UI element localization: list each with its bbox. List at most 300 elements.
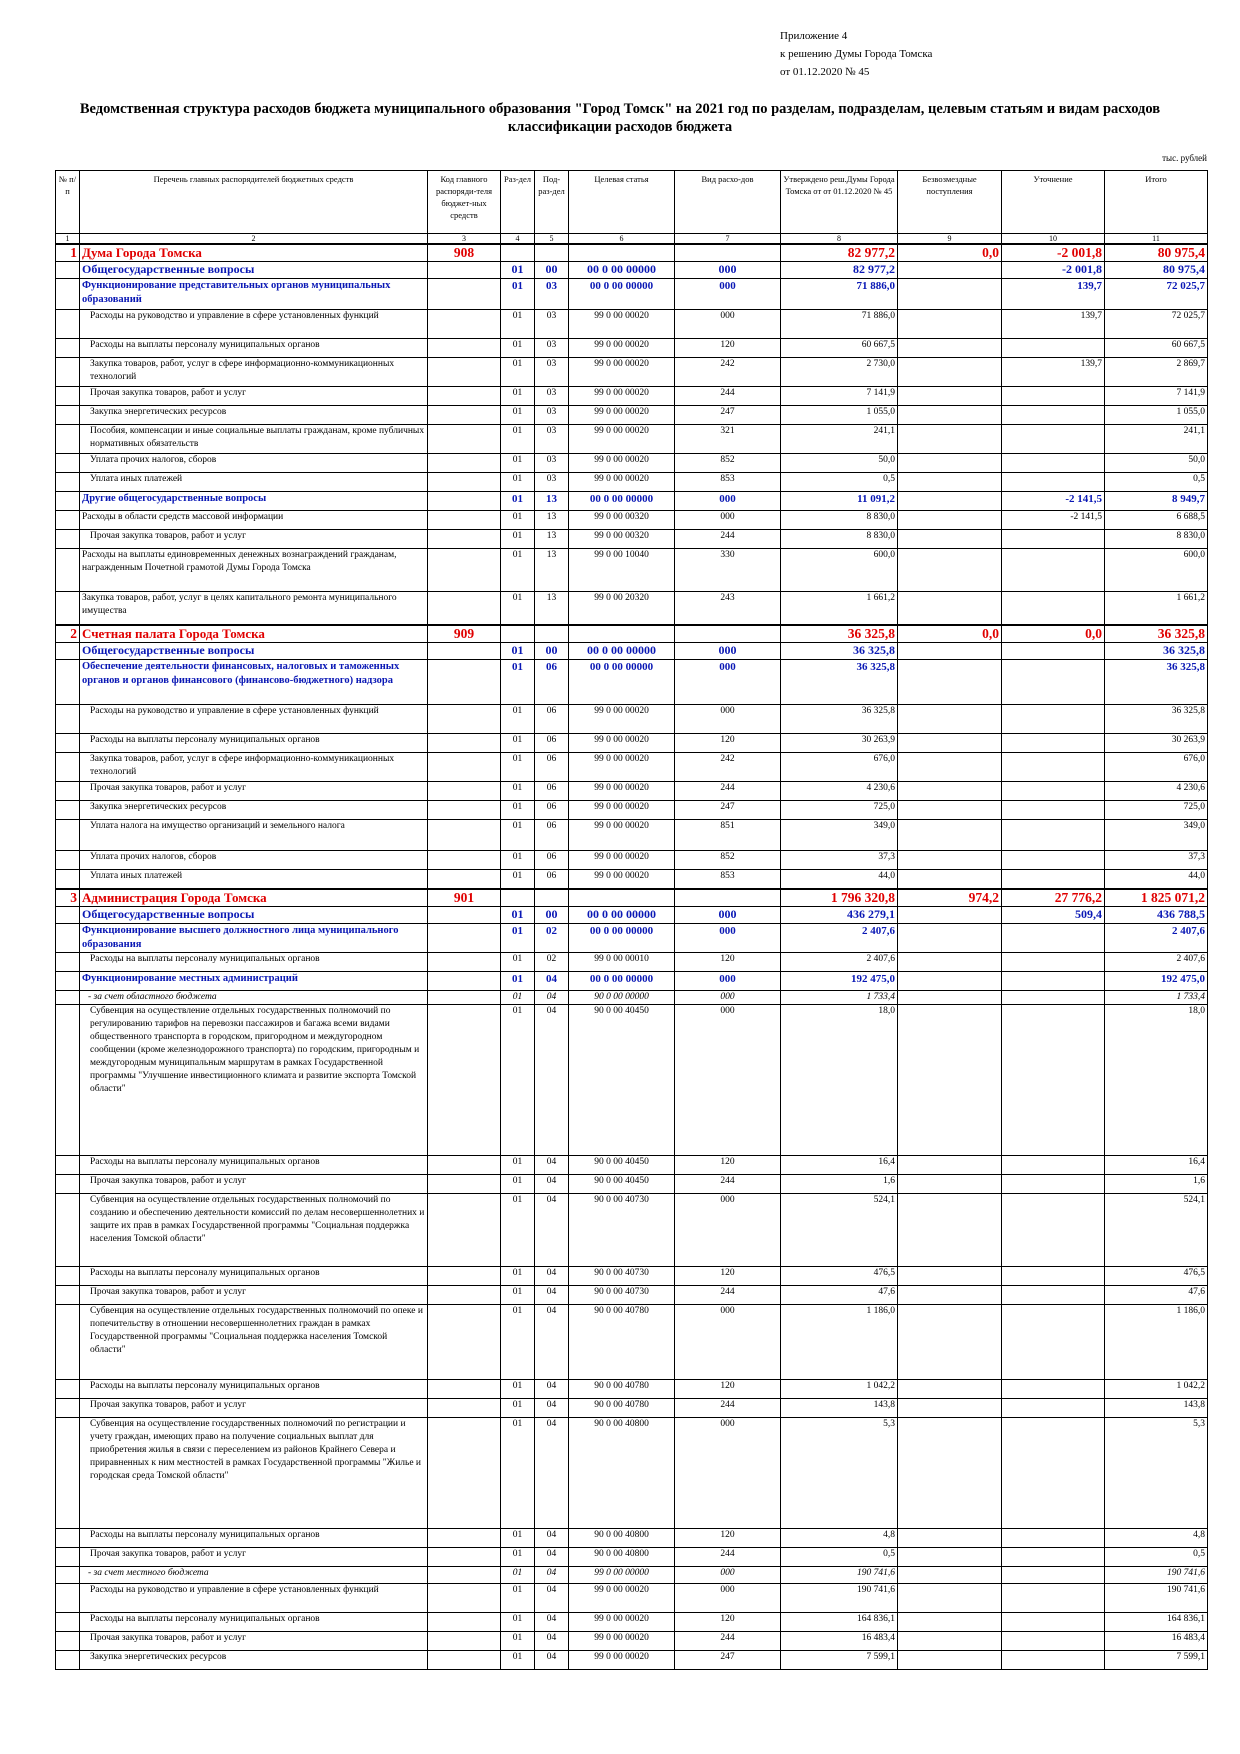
row-subsection: 03 <box>535 406 569 425</box>
row-approved: 241,1 <box>781 425 898 454</box>
table-row <box>56 972 1208 991</box>
row-section: 01 <box>501 1194 535 1267</box>
table-row <box>56 1156 1208 1175</box>
row-code <box>428 406 501 425</box>
row-grants: 0,0 <box>898 625 1002 643</box>
row-target-article: 99 0 00 00020 <box>569 473 675 492</box>
row-approved: 37,3 <box>781 851 898 870</box>
table-row <box>56 705 1208 734</box>
row-approved: 71 886,0 <box>781 310 898 339</box>
row-target-article <box>569 244 675 262</box>
row-adjustment <box>1002 1651 1105 1670</box>
row-approved: 476,5 <box>781 1267 898 1286</box>
row-code <box>428 387 501 406</box>
row-adjustment <box>1002 1175 1105 1194</box>
row-adjustment <box>1002 592 1105 626</box>
table-row <box>56 1567 1208 1584</box>
row-total: 2 407,6 <box>1105 953 1208 972</box>
row-name: Уплата прочих налогов, сборов <box>80 851 428 870</box>
row-target-article: 90 0 00 40450 <box>569 1175 675 1194</box>
row-number: 2 <box>56 625 80 643</box>
row-section: 01 <box>501 279 535 310</box>
row-total: 725,0 <box>1105 801 1208 820</box>
row-target-article: 99 0 00 00020 <box>569 310 675 339</box>
row-section: 01 <box>501 907 535 924</box>
row-adjustment <box>1002 1005 1105 1156</box>
row-subsection: 06 <box>535 660 569 705</box>
row-name: Закупка энергетических ресурсов <box>80 801 428 820</box>
row-approved: 7 599,1 <box>781 1651 898 1670</box>
row-total: 50,0 <box>1105 454 1208 473</box>
row-adjustment: 139,7 <box>1002 279 1105 310</box>
row-total: 8 830,0 <box>1105 530 1208 549</box>
row-name: Расходы на выплаты персоналу муниципальных органов <box>80 1529 428 1548</box>
row-adjustment: -2 141,5 <box>1002 511 1105 530</box>
row-expense-type: 853 <box>675 473 781 492</box>
row-section: 01 <box>501 530 535 549</box>
row-total: 164 836,1 <box>1105 1613 1208 1632</box>
row-number <box>56 801 80 820</box>
row-adjustment <box>1002 1613 1105 1632</box>
table-row <box>56 1175 1208 1194</box>
row-section: 01 <box>501 454 535 473</box>
row-name: Субвенция на осуществление отдельных государственных полномочий по созданию и обеспечению деятельности комиссий по делам несовершеннолетних и защите их прав в рамках Государственной программы "Социальная поддержка населения Томской области" <box>80 1194 428 1267</box>
row-approved: 2 407,6 <box>781 953 898 972</box>
row-adjustment <box>1002 1567 1105 1584</box>
row-code <box>428 511 501 530</box>
row-subsection: 02 <box>535 953 569 972</box>
row-target-article: 90 0 00 40780 <box>569 1399 675 1418</box>
row-total: 1,6 <box>1105 1175 1208 1194</box>
row-section: 01 <box>501 734 535 753</box>
row-expense-type <box>675 625 781 643</box>
row-subsection: 03 <box>535 279 569 310</box>
row-target-article: 99 0 00 00320 <box>569 511 675 530</box>
row-grants <box>898 705 1002 734</box>
row-section: 01 <box>501 753 535 782</box>
row-total: 6 688,5 <box>1105 511 1208 530</box>
table-row <box>56 1584 1208 1613</box>
row-code <box>428 425 501 454</box>
row-total: 600,0 <box>1105 549 1208 592</box>
row-section: 01 <box>501 358 535 387</box>
row-target-article: 99 0 00 00020 <box>569 870 675 890</box>
row-name: Расходы на выплаты персоналу муниципальных органов <box>80 734 428 753</box>
row-adjustment <box>1002 660 1105 705</box>
row-target-article: 90 0 00 40450 <box>569 1156 675 1175</box>
row-expense-type: 000 <box>675 660 781 705</box>
row-expense-type: 000 <box>675 1567 781 1584</box>
row-section: 01 <box>501 1380 535 1399</box>
table-row <box>56 625 1208 643</box>
row-expense-type: 242 <box>675 358 781 387</box>
row-section: 01 <box>501 1632 535 1651</box>
row-name: Прочая закупка товаров, работ и услуг <box>80 387 428 406</box>
row-name: Другие общегосударственные вопросы <box>80 492 428 511</box>
row-name: Субвенция на осуществление отдельных государственных полномочий по регулированию тарифов на перевозки пассажиров и багажа всеми видами общественного транспорта в городском, пригородном и междугородном сообщении (кроме железнодорожного транспорта) по городским, пригородным и междугородным муниципальным маршрутам в рамках Государственной программы "Улучшение инвестиционного климата и развитие экспорта Томской области" <box>80 1005 428 1156</box>
col-number: 4 <box>501 234 535 245</box>
row-section <box>501 244 535 262</box>
row-adjustment <box>1002 924 1105 953</box>
row-grants <box>898 549 1002 592</box>
row-expense-type: 852 <box>675 851 781 870</box>
row-adjustment <box>1002 991 1105 1005</box>
row-section: 01 <box>501 1418 535 1529</box>
table-row <box>56 924 1208 953</box>
row-total: 192 475,0 <box>1105 972 1208 991</box>
row-adjustment <box>1002 1399 1105 1418</box>
row-adjustment <box>1002 473 1105 492</box>
row-subsection: 04 <box>535 1418 569 1529</box>
row-number <box>56 387 80 406</box>
table-row <box>56 1613 1208 1632</box>
row-approved: 1 661,2 <box>781 592 898 626</box>
row-expense-type: 243 <box>675 592 781 626</box>
row-section: 01 <box>501 801 535 820</box>
table-row <box>56 1651 1208 1670</box>
row-grants <box>898 1567 1002 1584</box>
row-adjustment: 27 776,2 <box>1002 889 1105 907</box>
row-subsection: 04 <box>535 1305 569 1380</box>
row-code <box>428 1194 501 1267</box>
row-code <box>428 734 501 753</box>
row-adjustment <box>1002 851 1105 870</box>
row-grants <box>898 1399 1002 1418</box>
col-header-target: Целевая статья <box>569 171 675 234</box>
row-expense-type: 120 <box>675 953 781 972</box>
row-subsection: 03 <box>535 454 569 473</box>
table-row <box>56 244 1208 262</box>
table-row <box>56 279 1208 310</box>
row-approved: 82 977,2 <box>781 262 898 279</box>
row-target-article: 90 0 00 40780 <box>569 1380 675 1399</box>
row-grants <box>898 660 1002 705</box>
row-subsection: 00 <box>535 262 569 279</box>
row-number <box>56 1632 80 1651</box>
row-approved: 436 279,1 <box>781 907 898 924</box>
row-adjustment <box>1002 820 1105 851</box>
units-label: тыс. рублей <box>1162 153 1207 163</box>
row-approved: 36 325,8 <box>781 660 898 705</box>
row-number <box>56 1651 80 1670</box>
row-subsection: 06 <box>535 870 569 890</box>
row-target-article: 90 0 00 40800 <box>569 1548 675 1567</box>
row-total: 36 325,8 <box>1105 643 1208 660</box>
row-name: Расходы на руководство и управление в сфере установленных функций <box>80 310 428 339</box>
row-subsection: 06 <box>535 851 569 870</box>
row-subsection: 03 <box>535 310 569 339</box>
row-subsection: 04 <box>535 1380 569 1399</box>
row-expense-type: 851 <box>675 820 781 851</box>
row-target-article: 90 0 00 40730 <box>569 1194 675 1267</box>
row-adjustment: -2 001,8 <box>1002 262 1105 279</box>
row-section: 01 <box>501 511 535 530</box>
row-total: 1 055,0 <box>1105 406 1208 425</box>
row-number <box>56 310 80 339</box>
row-total: 349,0 <box>1105 820 1208 851</box>
row-number <box>56 592 80 626</box>
row-target-article: 00 0 00 00000 <box>569 972 675 991</box>
row-expense-type <box>675 889 781 907</box>
row-grants <box>898 1651 1002 1670</box>
col-number: 8 <box>781 234 898 245</box>
table-row <box>56 406 1208 425</box>
row-expense-type: 000 <box>675 1418 781 1529</box>
row-name: Расходы в области средств массовой информации <box>80 511 428 530</box>
row-expense-type: 000 <box>675 1194 781 1267</box>
row-expense-type: 120 <box>675 1267 781 1286</box>
row-number <box>56 1194 80 1267</box>
row-name: Общегосударственные вопросы <box>80 262 428 279</box>
row-code <box>428 753 501 782</box>
row-approved: 82 977,2 <box>781 244 898 262</box>
row-grants <box>898 734 1002 753</box>
row-adjustment <box>1002 782 1105 801</box>
row-section: 01 <box>501 870 535 890</box>
row-target-article: 99 0 00 20320 <box>569 592 675 626</box>
row-number <box>56 705 80 734</box>
row-subsection: 04 <box>535 1399 569 1418</box>
table-row <box>56 953 1208 972</box>
row-target-article: 99 0 00 00020 <box>569 1651 675 1670</box>
row-adjustment <box>1002 1286 1105 1305</box>
row-section: 01 <box>501 549 535 592</box>
row-expense-type: 120 <box>675 1380 781 1399</box>
row-expense-type: 244 <box>675 387 781 406</box>
row-grants <box>898 358 1002 387</box>
row-number <box>56 1175 80 1194</box>
row-code <box>428 1156 501 1175</box>
table-header-row <box>56 171 1208 234</box>
row-grants <box>898 492 1002 511</box>
row-code <box>428 549 501 592</box>
row-code <box>428 1267 501 1286</box>
row-total: 36 325,8 <box>1105 625 1208 643</box>
col-header-num: № п/п <box>56 171 80 234</box>
row-code <box>428 279 501 310</box>
col-number: 6 <box>569 234 675 245</box>
row-section: 01 <box>501 262 535 279</box>
row-expense-type: 120 <box>675 1529 781 1548</box>
row-total: 36 325,8 <box>1105 660 1208 705</box>
row-grants: 0,0 <box>898 244 1002 262</box>
row-target-article: 99 0 00 00020 <box>569 406 675 425</box>
row-grants <box>898 530 1002 549</box>
row-code <box>428 660 501 705</box>
row-total: 143,8 <box>1105 1399 1208 1418</box>
row-expense-type: 244 <box>675 1632 781 1651</box>
row-grants <box>898 1005 1002 1156</box>
row-expense-type: 853 <box>675 870 781 890</box>
row-name: Расходы на выплаты персоналу муниципальных органов <box>80 1156 428 1175</box>
row-section: 01 <box>501 1005 535 1156</box>
row-expense-type: 000 <box>675 972 781 991</box>
table-row <box>56 801 1208 820</box>
row-code <box>428 454 501 473</box>
row-name: Уплата иных платежей <box>80 473 428 492</box>
row-grants <box>898 1529 1002 1548</box>
row-grants <box>898 1380 1002 1399</box>
row-name: Уплата иных платежей <box>80 870 428 890</box>
row-total: 80 975,4 <box>1105 262 1208 279</box>
row-expense-type: 244 <box>675 1175 781 1194</box>
row-name: Функционирование высшего должностного лица муниципального образования <box>80 924 428 953</box>
row-name: Закупка товаров, работ, услуг в сфере информационно-коммуникационных технологий <box>80 753 428 782</box>
document-title: Ведомственная структура расходов бюджета муниципального образования "Город Томск" на 2021 год по разделам, подразделам, целевым статьям и видам расходов классификации расходов бюджета <box>79 101 1161 135</box>
row-name: Администрация Города Томска <box>80 889 428 907</box>
row-subsection: 04 <box>535 1175 569 1194</box>
row-code <box>428 1305 501 1380</box>
row-target-article: 90 0 00 40780 <box>569 1305 675 1380</box>
row-total: 1 661,2 <box>1105 592 1208 626</box>
row-code <box>428 1613 501 1632</box>
table-row <box>56 991 1208 1005</box>
row-adjustment <box>1002 406 1105 425</box>
row-approved: 0,5 <box>781 1548 898 1567</box>
row-approved: 30 263,9 <box>781 734 898 753</box>
row-adjustment <box>1002 1194 1105 1267</box>
row-adjustment <box>1002 1632 1105 1651</box>
row-grants <box>898 820 1002 851</box>
row-expense-type: 242 <box>675 753 781 782</box>
row-subsection: 04 <box>535 991 569 1005</box>
row-adjustment <box>1002 1548 1105 1567</box>
row-name: Расходы на выплаты персоналу муниципальных органов <box>80 1267 428 1286</box>
row-expense-type: 247 <box>675 1651 781 1670</box>
row-number <box>56 991 80 1005</box>
row-approved: 1 186,0 <box>781 1305 898 1380</box>
row-number <box>56 660 80 705</box>
row-section: 01 <box>501 924 535 953</box>
row-subsection: 00 <box>535 643 569 660</box>
row-target-article: 90 0 00 40800 <box>569 1529 675 1548</box>
row-grants <box>898 924 1002 953</box>
row-name: Прочая закупка товаров, работ и услуг <box>80 1286 428 1305</box>
row-section: 01 <box>501 473 535 492</box>
row-adjustment: 139,7 <box>1002 358 1105 387</box>
row-code <box>428 1632 501 1651</box>
row-name: Расходы на выплаты персоналу муниципальных органов <box>80 339 428 358</box>
table-row <box>56 549 1208 592</box>
row-section: 01 <box>501 1305 535 1380</box>
row-grants <box>898 1194 1002 1267</box>
row-section: 01 <box>501 820 535 851</box>
row-target-article: 00 0 00 00000 <box>569 279 675 310</box>
row-code <box>428 1286 501 1305</box>
row-number <box>56 907 80 924</box>
table-row <box>56 851 1208 870</box>
row-approved: 1 042,2 <box>781 1380 898 1399</box>
row-adjustment <box>1002 801 1105 820</box>
row-expense-type: 244 <box>675 1399 781 1418</box>
row-total: 37,3 <box>1105 851 1208 870</box>
row-target-article: 99 0 00 00020 <box>569 1632 675 1651</box>
row-expense-type: 330 <box>675 549 781 592</box>
row-total: 7 141,9 <box>1105 387 1208 406</box>
row-adjustment <box>1002 1380 1105 1399</box>
row-subsection: 04 <box>535 1286 569 1305</box>
row-approved: 2 730,0 <box>781 358 898 387</box>
row-section: 01 <box>501 705 535 734</box>
row-adjustment <box>1002 953 1105 972</box>
column-number-row <box>56 234 1208 245</box>
row-subsection: 06 <box>535 782 569 801</box>
row-number <box>56 734 80 753</box>
row-approved: 36 325,8 <box>781 625 898 643</box>
row-approved: 44,0 <box>781 870 898 890</box>
row-approved: 1,6 <box>781 1175 898 1194</box>
row-grants <box>898 907 1002 924</box>
row-subsection: 04 <box>535 972 569 991</box>
row-adjustment <box>1002 1529 1105 1548</box>
row-grants <box>898 511 1002 530</box>
table-row <box>56 870 1208 890</box>
row-approved: 4,8 <box>781 1529 898 1548</box>
row-number <box>56 643 80 660</box>
row-expense-type: 000 <box>675 907 781 924</box>
row-number: 3 <box>56 889 80 907</box>
row-adjustment <box>1002 753 1105 782</box>
row-name: Расходы на руководство и управление в сфере установленных функций <box>80 1584 428 1613</box>
row-number <box>56 953 80 972</box>
appendix-line-3: от 01.12.2020 № 45 <box>780 66 870 78</box>
row-code <box>428 705 501 734</box>
row-approved: 600,0 <box>781 549 898 592</box>
col-header-code: Код главного распоряди-теля бюджет-ных средств <box>428 171 501 234</box>
row-expense-type: 852 <box>675 454 781 473</box>
col-number: 1 <box>56 234 80 245</box>
row-grants <box>898 801 1002 820</box>
row-subsection: 03 <box>535 425 569 454</box>
row-adjustment: -2 001,8 <box>1002 244 1105 262</box>
row-target-article: 99 0 00 00020 <box>569 820 675 851</box>
row-section: 01 <box>501 1175 535 1194</box>
row-number <box>56 492 80 511</box>
row-section: 01 <box>501 1529 535 1548</box>
col-header-subsection: Под-раз-дел <box>535 171 569 234</box>
row-approved: 190 741,6 <box>781 1567 898 1584</box>
row-total: 524,1 <box>1105 1194 1208 1267</box>
row-adjustment: -2 141,5 <box>1002 492 1105 511</box>
table-row <box>56 643 1208 660</box>
row-section: 01 <box>501 972 535 991</box>
row-number <box>56 1567 80 1584</box>
row-code <box>428 1548 501 1567</box>
row-number <box>56 972 80 991</box>
row-grants <box>898 473 1002 492</box>
row-name: Пособия, компенсации и иные социальные выплаты гражданам, кроме публичных нормативных обязательств <box>80 425 428 454</box>
row-total: 1 825 071,2 <box>1105 889 1208 907</box>
row-section: 01 <box>501 1267 535 1286</box>
row-subsection: 03 <box>535 473 569 492</box>
row-expense-type: 120 <box>675 1156 781 1175</box>
row-approved: 349,0 <box>781 820 898 851</box>
col-number: 9 <box>898 234 1002 245</box>
row-subsection: 00 <box>535 907 569 924</box>
budget-table <box>55 170 1208 1670</box>
row-name: Расходы на выплаты персоналу муниципальных органов <box>80 1380 428 1399</box>
row-target-article: 99 0 00 00020 <box>569 782 675 801</box>
row-total: 30 263,9 <box>1105 734 1208 753</box>
row-name: Уплата прочих налогов, сборов <box>80 454 428 473</box>
row-code <box>428 310 501 339</box>
row-name: Закупка энергетических ресурсов <box>80 1651 428 1670</box>
row-code <box>428 924 501 953</box>
row-total: 2 869,7 <box>1105 358 1208 387</box>
row-number <box>56 820 80 851</box>
row-subsection: 03 <box>535 387 569 406</box>
row-number <box>56 1529 80 1548</box>
